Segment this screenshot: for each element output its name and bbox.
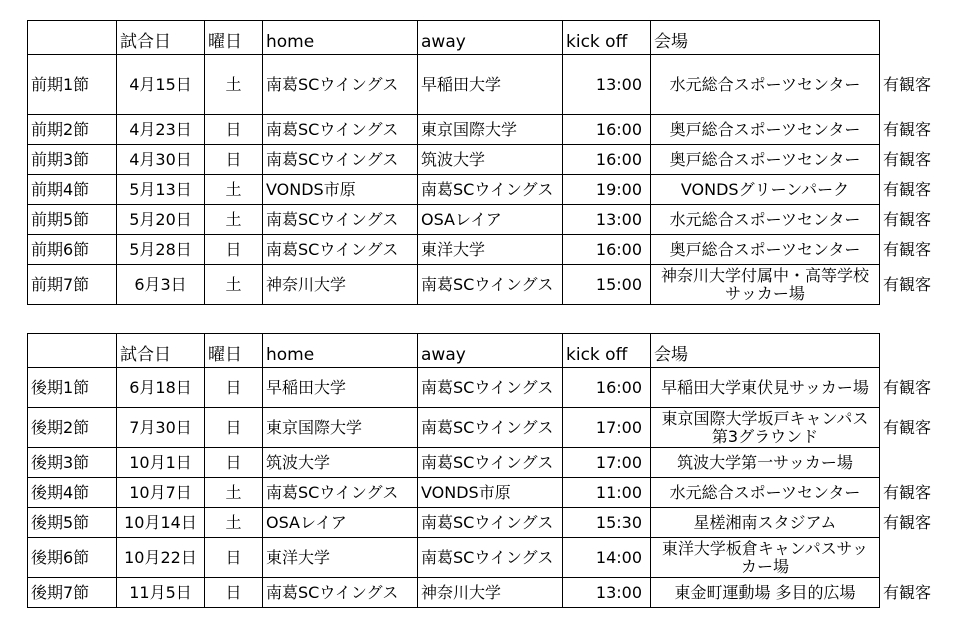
spectator-note: 有観客 <box>883 239 932 259</box>
home-team-cell: 南葛SCウイングス <box>263 55 418 115</box>
spectator-note: 有観客 <box>883 149 932 169</box>
venue-cell: 早稲田大学東伏見サッカー場 <box>651 368 880 408</box>
kickoff-time-cell: 15:30 <box>563 508 651 538</box>
venue-cell: 奥戸総合スポーツセンター <box>651 145 880 175</box>
weekday-cell: 土 <box>205 265 263 305</box>
round-cell: 前期2節 <box>28 115 117 145</box>
venue-cell: 水元総合スポーツセンター <box>651 205 880 235</box>
table-row <box>28 538 950 578</box>
weekday-cell: 土 <box>205 55 263 115</box>
header-away: away <box>418 21 563 55</box>
round-cell: 後期4節 <box>28 478 117 508</box>
date-cell: 6月3日 <box>117 265 205 305</box>
weekday-cell: 日 <box>205 115 263 145</box>
kickoff-time-cell: 15:00 <box>563 265 651 305</box>
date-cell: 5月28日 <box>117 235 205 265</box>
table-row <box>28 448 950 478</box>
date-cell: 6月18日 <box>117 368 205 408</box>
header-venue: 会場 <box>651 21 880 55</box>
away-team-cell: 早稲田大学 <box>418 55 563 115</box>
weekday-cell: 日 <box>205 408 263 448</box>
date-cell: 4月30日 <box>117 145 205 175</box>
away-team-cell: VONDS市原 <box>418 478 563 508</box>
away-team-cell: OSAレイア <box>418 205 563 235</box>
header-venue: 会場 <box>651 334 880 368</box>
home-team-cell: 南葛SCウイングス <box>263 205 418 235</box>
header-row <box>28 21 950 55</box>
round-cell: 後期7節 <box>28 578 117 608</box>
spectator-note: 有観客 <box>883 209 932 229</box>
home-team-cell: 南葛SCウイングス <box>263 115 418 145</box>
table-row <box>28 408 950 448</box>
kickoff-time-cell: 17:00 <box>563 408 651 448</box>
weekday-cell: 日 <box>205 368 263 408</box>
away-team-cell: 東洋大学 <box>418 235 563 265</box>
away-team-cell: 東京国際大学 <box>418 115 563 145</box>
home-team-cell: 南葛SCウイングス <box>263 235 418 265</box>
home-team-cell: 早稲田大学 <box>263 368 418 408</box>
date-cell: 7月30日 <box>117 408 205 448</box>
away-team-cell: 南葛SCウイングス <box>418 175 563 205</box>
weekday-cell: 日 <box>205 235 263 265</box>
home-team-cell: 筑波大学 <box>263 448 418 478</box>
round-cell: 前期4節 <box>28 175 117 205</box>
spectator-note: 有観客 <box>883 179 932 199</box>
date-cell: 10月22日 <box>117 538 205 578</box>
kickoff-time-cell: 13:00 <box>563 55 651 115</box>
spectator-note: 有観客 <box>883 377 932 397</box>
table-row <box>28 235 950 265</box>
venue-cell: 東洋大学板倉キャンパスサッカー場 <box>651 538 880 578</box>
table-row <box>28 508 950 538</box>
weekday-cell: 日 <box>205 538 263 578</box>
weekday-cell: 土 <box>205 508 263 538</box>
header-day: 曜日 <box>205 334 263 368</box>
round-cell: 前期5節 <box>28 205 117 235</box>
kickoff-time-cell: 11:00 <box>563 478 651 508</box>
header-kickoff: kick off <box>563 21 651 55</box>
table-row <box>28 175 950 205</box>
kickoff-time-cell: 16:00 <box>563 145 651 175</box>
spectator-note: 有観客 <box>883 274 932 294</box>
spectator-note: 有観客 <box>883 417 932 437</box>
header-away: away <box>418 334 563 368</box>
first-half-schedule-table <box>27 20 950 305</box>
date-cell: 11月5日 <box>117 578 205 608</box>
home-team-cell: OSAレイア <box>263 508 418 538</box>
away-team-cell: 南葛SCウイングス <box>418 408 563 448</box>
date-cell: 10月7日 <box>117 478 205 508</box>
venue-cell: 星槎湘南スタジアム <box>651 508 880 538</box>
home-team-cell: 東京国際大学 <box>263 408 418 448</box>
home-team-cell: 南葛SCウイングス <box>263 145 418 175</box>
venue-cell: 水元総合スポーツセンター <box>651 478 880 508</box>
weekday-cell: 土 <box>205 175 263 205</box>
spectator-note: 有観客 <box>883 119 932 139</box>
table-row <box>28 145 950 175</box>
header-home: home <box>263 334 418 368</box>
venue-cell: 東京国際大学坂戸キャンパス第3グラウンド <box>651 408 880 448</box>
header-note <box>880 334 950 368</box>
spectator-note <box>880 538 950 578</box>
header-note <box>880 21 950 55</box>
header-home: home <box>263 21 418 55</box>
table-row <box>28 478 950 508</box>
kickoff-time-cell: 19:00 <box>563 175 651 205</box>
spectator-note <box>880 448 950 478</box>
round-cell: 前期7節 <box>28 265 117 305</box>
weekday-cell: 日 <box>205 448 263 478</box>
table-row <box>28 265 950 305</box>
spectator-note: 有観客 <box>883 582 932 602</box>
round-cell: 前期6節 <box>28 235 117 265</box>
header-date: 試合日 <box>117 21 205 55</box>
away-team-cell: 南葛SCウイングス <box>418 448 563 478</box>
table-row <box>28 115 950 145</box>
away-team-cell: 筑波大学 <box>418 145 563 175</box>
away-team-cell: 南葛SCウイングス <box>418 265 563 305</box>
table-row <box>28 55 950 115</box>
spectator-note: 有観客 <box>883 74 932 94</box>
kickoff-time-cell: 13:00 <box>563 205 651 235</box>
kickoff-time-cell: 13:00 <box>563 578 651 608</box>
header-date: 試合日 <box>117 334 205 368</box>
spectator-note: 有観客 <box>883 482 932 502</box>
weekday-cell: 日 <box>205 578 263 608</box>
kickoff-time-cell: 16:00 <box>563 235 651 265</box>
kickoff-time-cell: 16:00 <box>563 115 651 145</box>
round-cell: 後期2節 <box>28 408 117 448</box>
date-cell: 10月1日 <box>117 448 205 478</box>
spectator-note: 有観客 <box>883 512 932 532</box>
away-team-cell: 神奈川大学 <box>418 578 563 608</box>
weekday-cell: 土 <box>205 205 263 235</box>
table-row <box>28 205 950 235</box>
round-cell: 後期5節 <box>28 508 117 538</box>
round-cell: 後期6節 <box>28 538 117 578</box>
weekday-cell: 日 <box>205 145 263 175</box>
home-team-cell: 神奈川大学 <box>263 265 418 305</box>
home-team-cell: 東洋大学 <box>263 538 418 578</box>
table-row <box>28 368 950 408</box>
home-team-cell: VONDS市原 <box>263 175 418 205</box>
header-round <box>28 334 117 368</box>
header-day: 曜日 <box>205 21 263 55</box>
header-row <box>28 334 950 368</box>
home-team-cell: 南葛SCウイングス <box>263 578 418 608</box>
kickoff-time-cell: 16:00 <box>563 368 651 408</box>
venue-cell: 奥戸総合スポーツセンター <box>651 235 880 265</box>
venue-cell: 筑波大学第一サッカー場 <box>651 448 880 478</box>
header-kickoff: kick off <box>563 334 651 368</box>
venue-cell: 水元総合スポーツセンター <box>651 55 880 115</box>
date-cell: 10月14日 <box>117 508 205 538</box>
venue-cell: 東金町運動場 多目的広場 <box>651 578 880 608</box>
date-cell: 5月13日 <box>117 175 205 205</box>
second-half-schedule-table <box>27 333 950 608</box>
venue-cell: 神奈川大学付属中・高等学校サッカー場 <box>651 265 880 305</box>
kickoff-time-cell: 14:00 <box>563 538 651 578</box>
table-row <box>28 578 950 608</box>
date-cell: 5月20日 <box>117 205 205 235</box>
round-cell: 前期1節 <box>28 55 117 115</box>
kickoff-time-cell: 17:00 <box>563 448 651 478</box>
date-cell: 4月15日 <box>117 55 205 115</box>
away-team-cell: 南葛SCウイングス <box>418 538 563 578</box>
round-cell: 後期3節 <box>28 448 117 478</box>
round-cell: 前期3節 <box>28 145 117 175</box>
header-round <box>28 21 117 55</box>
venue-cell: VONDSグリーンパーク <box>651 175 880 205</box>
round-cell: 後期1節 <box>28 368 117 408</box>
home-team-cell: 南葛SCウイングス <box>263 478 418 508</box>
away-team-cell: 南葛SCウイングス <box>418 508 563 538</box>
weekday-cell: 土 <box>205 478 263 508</box>
away-team-cell: 南葛SCウイングス <box>418 368 563 408</box>
venue-cell: 奥戸総合スポーツセンター <box>651 115 880 145</box>
date-cell: 4月23日 <box>117 115 205 145</box>
